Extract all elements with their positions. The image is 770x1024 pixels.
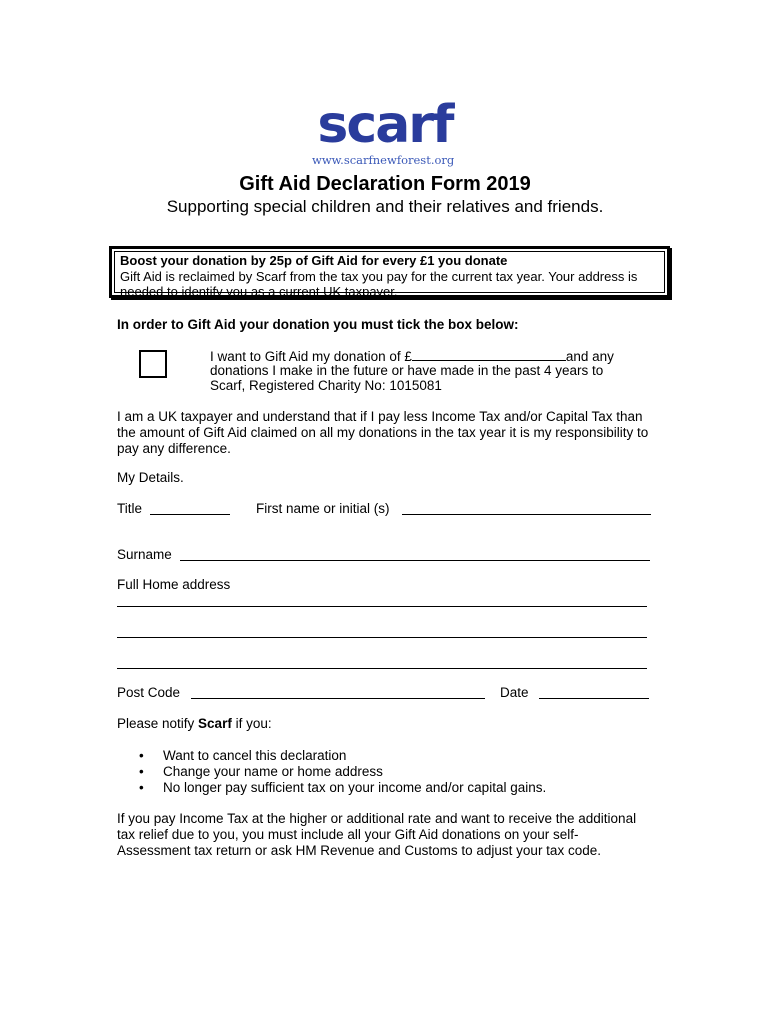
list-item [139, 764, 546, 780]
bullet-icon: • [139, 764, 144, 779]
date-field[interactable] [539, 698, 649, 699]
notify-list [139, 748, 546, 796]
declaration-line-3: Scarf, Registered Charity No: 1015081 [210, 378, 442, 393]
bullet-icon: • [139, 748, 144, 763]
notify-post: if you: [231, 716, 272, 731]
my-details-heading: My Details. [117, 470, 184, 485]
form-subtitle: Supporting special children and their relatives and friends. [166, 197, 604, 216]
surname-label: Surname [117, 547, 172, 562]
donation-amount-field[interactable] [412, 348, 566, 361]
title-label: Title [117, 501, 143, 516]
boost-info-box [109, 246, 670, 298]
surname-field[interactable] [180, 560, 650, 561]
address-line-2[interactable] [117, 637, 647, 638]
tick-instruction: In order to Gift Aid your donation you must tick the box below: [117, 317, 519, 332]
logo-url: www.scarfnewforest.org [312, 153, 455, 167]
list-item-text: Want to cancel this declaration [163, 748, 347, 763]
address-line-1[interactable] [117, 606, 647, 607]
higher-rate-note: If you pay Income Tax at the higher or additional rate and want to receive the additional tax relief due to you, you must include all your Gift Aid donations on your self-Assessment tax return or ask HM Revenue and Customs to adjust your tax code. [117, 811, 637, 858]
notify-org: Scarf [198, 716, 232, 731]
notify-pre: Please notify [117, 716, 199, 731]
bullet-icon: • [139, 780, 144, 795]
postcode-field[interactable] [191, 698, 485, 699]
declaration-amount-label: I want to Gift Aid my donation of £ [210, 349, 412, 364]
declaration-and-any: and any [565, 349, 614, 364]
list-item [139, 748, 546, 764]
list-item [139, 780, 546, 796]
boost-text: Gift Aid is reclaimed by Scarf from the tax you pay for the current tax year. Your address is needed to identify you as a current UK taxpayer. [120, 269, 638, 299]
first-name-field[interactable] [402, 514, 651, 515]
form-title: Gift Aid Declaration Form 2019 [239, 173, 531, 195]
list-item-text: Change your name or home address [163, 764, 383, 779]
address-line-3[interactable] [117, 668, 647, 669]
gift-aid-checkbox[interactable] [139, 350, 167, 378]
title-field[interactable] [150, 514, 230, 515]
first-name-label: First name or initial (s) [256, 501, 390, 516]
list-item-text: No longer pay sufficient tax on your income and/or capital gains. [163, 780, 547, 795]
postcode-label: Post Code [117, 685, 181, 700]
scarf-logo [310, 95, 460, 167]
declaration-line-2: donations I make in the future or have made in the past 4 years to [210, 363, 604, 378]
logo-wordmark: scarf [317, 95, 453, 155]
boost-heading: Boost your donation by 25p of Gift Aid for every £1 you donate [120, 253, 508, 268]
date-label: Date [500, 685, 529, 700]
notify-text [117, 716, 272, 732]
taxpayer-statement: I am a UK taxpayer and understand that if I pay less Income Tax and/or Capital Tax than the amount of Gift Aid claimed on all my donations in the tax year it is my responsibility to pay any difference. [117, 409, 649, 456]
address-label: Full Home address [117, 577, 231, 592]
